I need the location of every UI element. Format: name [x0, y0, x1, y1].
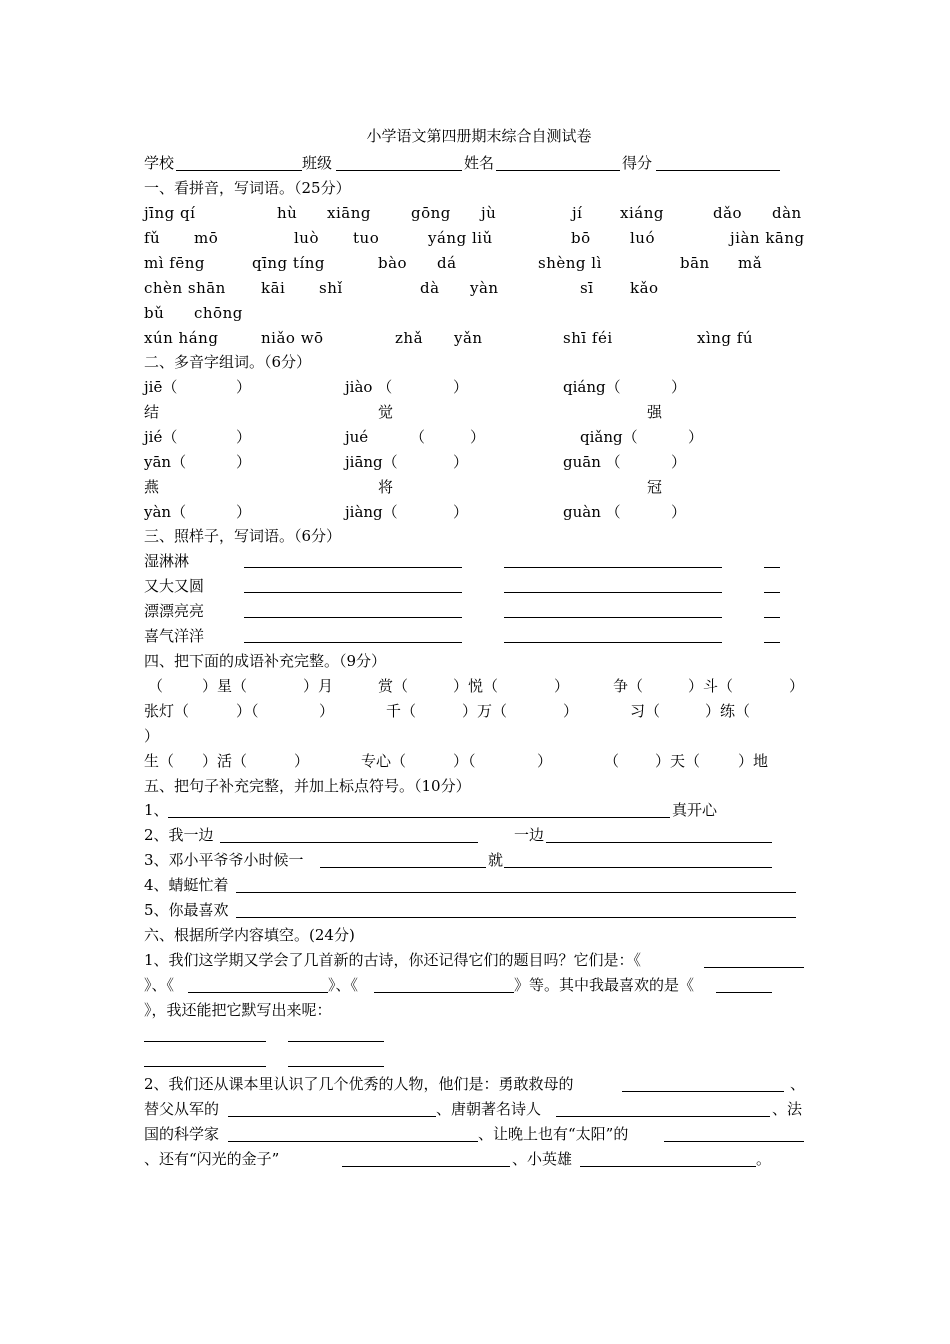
- example-word: 湿淋淋: [144, 552, 190, 570]
- pinyin-item: xún háng: [144, 329, 219, 347]
- question-text: 1、我们这学期又学会了几首新的古诗，你还记得它们的题目吗？它们是：《: [144, 951, 642, 969]
- sentence-line: [144, 873, 814, 897]
- pinyin-item: niǎo wō: [261, 329, 324, 347]
- polyphone-char: 结: [144, 403, 160, 421]
- paren-close: ）: [236, 503, 252, 521]
- idiom-part: 张灯（: [144, 702, 190, 720]
- question-text: 、唐朝著名诗人: [436, 1100, 542, 1118]
- paren-close: ）: [236, 378, 252, 396]
- pinyin-item: jù: [481, 204, 497, 222]
- question-text: 2、我们还从课本里认识了几个优秀的人物，他们是：勇敢救母的: [144, 1075, 574, 1093]
- answer-blank[interactable]: [504, 642, 722, 643]
- page-title: 小学语文第四册期末综合自测试卷: [366, 127, 592, 145]
- sentence-text: 一边: [514, 826, 545, 844]
- answer-blank[interactable]: [704, 950, 804, 968]
- answer-blank[interactable]: [716, 975, 772, 993]
- pinyin-item: bō: [571, 229, 591, 247]
- idiom-part: （: [148, 677, 164, 695]
- polyphone-pinyin: guān （: [563, 453, 621, 471]
- answer-blank[interactable]: [622, 1074, 784, 1092]
- question-text: 国的科学家: [144, 1125, 220, 1143]
- answer-blank[interactable]: [228, 1124, 478, 1142]
- answer-blank[interactable]: [504, 592, 722, 593]
- answer-blank[interactable]: [244, 617, 462, 618]
- question-text: 、: [790, 1075, 806, 1093]
- polyphone-pinyin: jiē（: [144, 378, 178, 396]
- idiom-part: 习（: [630, 702, 661, 720]
- polyphone-row: [144, 400, 814, 424]
- answer-blank[interactable]: [236, 900, 796, 918]
- polyphone-char: 冠: [647, 478, 663, 496]
- sentence-text: 2、我一边: [144, 826, 214, 844]
- sentence-line: [144, 848, 814, 872]
- pinyin-item: qīng tíng: [252, 254, 326, 272]
- answer-blank[interactable]: [236, 875, 796, 893]
- paren-close: ）: [236, 453, 252, 471]
- pinyin-item: kǎo: [630, 279, 659, 297]
- polyphone-char: 将: [378, 478, 394, 496]
- pinyin-row: [144, 276, 814, 300]
- idiom-part: ）万（: [462, 702, 508, 720]
- question-line: [144, 1147, 814, 1171]
- idiom-row: [144, 674, 814, 698]
- score-field[interactable]: [656, 153, 780, 171]
- poem-blank[interactable]: [144, 1066, 266, 1067]
- idiom-part: 千（: [386, 702, 417, 720]
- idiom-part: 生（: [144, 752, 175, 770]
- name-label: 姓名: [464, 154, 495, 172]
- pinyin-item: chōng: [194, 304, 243, 322]
- poem-blank[interactable]: [144, 1041, 266, 1042]
- question-text: 》、《: [144, 976, 175, 994]
- paren-close: ）: [671, 378, 687, 396]
- pinyin-item: jīng qí: [144, 204, 196, 222]
- paren-close: ）: [470, 428, 486, 446]
- idiom-part: ）（: [453, 752, 476, 770]
- answer-blank[interactable]: [764, 592, 780, 593]
- section-1-heading: 一、看拼音，写词语。（25分）: [144, 179, 351, 197]
- polyphone-row: [144, 375, 814, 399]
- example-word-row: [144, 574, 814, 598]
- idiom-part: 专心（: [361, 752, 407, 770]
- answer-blank[interactable]: [764, 642, 780, 643]
- idiom-part: ）星（: [202, 677, 248, 695]
- score-label: 得分: [622, 154, 653, 172]
- pinyin-item: yàn: [470, 279, 499, 297]
- paren-close: ）: [688, 428, 704, 446]
- sentence-text: 就: [488, 851, 504, 869]
- example-word: 又大又圆: [144, 577, 205, 595]
- idiom-part: ）活（: [202, 752, 248, 770]
- polyphone-pinyin: jiàng（: [345, 503, 398, 521]
- sentence-text: 真开心: [672, 801, 718, 819]
- question-text: 》，我还能把它默写出来呢：: [144, 1001, 332, 1019]
- pinyin-row: [144, 226, 814, 250]
- idiom-part: ）悦（: [453, 677, 499, 695]
- pinyin-item: mǎ: [738, 254, 763, 272]
- idiom-part: ）月: [303, 677, 334, 695]
- question-text: 》等。其中我最喜欢的是《: [514, 976, 695, 994]
- sentence-line: [144, 898, 814, 922]
- question-text: 。: [756, 1150, 772, 1168]
- answer-blank[interactable]: [504, 567, 722, 568]
- polyphone-pinyin: jué: [345, 428, 369, 446]
- idiom-part: ）: [554, 677, 570, 695]
- pinyin-item: fǔ: [144, 229, 161, 247]
- idiom-part: （: [604, 752, 620, 770]
- pinyin-item: mō: [194, 229, 219, 247]
- sentence-text: 4、蜻蜓忙着: [144, 876, 229, 894]
- question-text: 、还有“闪光的金子”: [144, 1150, 280, 1168]
- pinyin-item: dà: [420, 279, 440, 297]
- idiom-part: ）（: [236, 702, 259, 720]
- answer-blank[interactable]: [244, 642, 462, 643]
- question-line: [144, 973, 814, 997]
- idiom-part: 争（: [613, 677, 644, 695]
- section-2-heading: 二、多音字组词。（6分）: [144, 353, 312, 371]
- answer-blank[interactable]: [220, 825, 478, 843]
- question-text: 、法: [772, 1100, 803, 1118]
- pinyin-item: yǎn: [454, 329, 483, 347]
- pinyin-item: dá: [437, 254, 457, 272]
- answer-blank[interactable]: [168, 800, 670, 818]
- pinyin-item: luó: [630, 229, 655, 247]
- school-label: 学校: [144, 154, 175, 172]
- answer-blank[interactable]: [764, 617, 780, 618]
- pinyin-item: bǔ: [144, 304, 165, 322]
- pinyin-row: [144, 201, 814, 225]
- pinyin-item: xiāng: [327, 204, 371, 222]
- idiom-part: ）地: [738, 752, 769, 770]
- idiom-part: ）: [294, 752, 310, 770]
- polyphone-pinyin: jiāng（: [345, 453, 398, 471]
- idiom-part: ）: [144, 727, 160, 745]
- polyphone-pinyin: qiǎng（: [580, 428, 638, 446]
- polyphone-char: 觉: [378, 403, 394, 421]
- class-field[interactable]: [336, 153, 462, 171]
- pinyin-item: xiáng: [620, 204, 664, 222]
- pinyin-item: kāi: [261, 279, 286, 297]
- polyphone-pinyin: jiào （: [345, 378, 393, 396]
- answer-blank[interactable]: [764, 567, 780, 568]
- paren-close: ）: [236, 428, 252, 446]
- pinyin-row: [144, 251, 814, 275]
- paren-close: ）: [671, 503, 687, 521]
- pinyin-item: sī: [580, 279, 594, 297]
- polyphone-char: 强: [647, 403, 663, 421]
- polyphone-pinyin: qiáng（: [563, 378, 621, 396]
- question-line: [144, 1072, 814, 1096]
- example-word: 漂漂亮亮: [144, 602, 205, 620]
- pinyin-item: shèng lì: [538, 254, 602, 272]
- section-3-heading: 三、照样子，写词语。（6分）: [144, 527, 342, 545]
- answer-blank[interactable]: [580, 1149, 756, 1167]
- answer-blank[interactable]: [342, 1149, 510, 1167]
- polyphone-pinyin: guàn （: [563, 503, 621, 521]
- poem-blank[interactable]: [288, 1066, 384, 1067]
- answer-blank[interactable]: [374, 975, 514, 993]
- sentence-line: [144, 823, 814, 847]
- pinyin-item: xìng fú: [697, 329, 753, 347]
- question-text: 、让晚上也有“太阳”的: [478, 1125, 629, 1143]
- paren-close: ）: [453, 453, 469, 471]
- question-text: 替父从军的: [144, 1100, 220, 1118]
- paren-close: ）: [453, 503, 469, 521]
- answer-blank[interactable]: [504, 850, 772, 868]
- idiom-part: ）: [789, 677, 805, 695]
- idiom-part: ）: [537, 752, 553, 770]
- idiom-part: ）斗（: [688, 677, 734, 695]
- pinyin-row: [144, 326, 814, 350]
- answer-blank[interactable]: [244, 567, 462, 568]
- class-label: 班级: [302, 154, 333, 172]
- polyphone-row: [144, 475, 814, 499]
- answer-blank[interactable]: [244, 592, 462, 593]
- answer-blank[interactable]: [664, 1124, 804, 1142]
- pinyin-item: dàn: [772, 204, 802, 222]
- answer-blank[interactable]: [556, 1099, 770, 1117]
- pinyin-row: [144, 301, 814, 325]
- polyphone-row: [144, 425, 814, 449]
- idiom-row: [144, 724, 814, 748]
- idiom-row: [144, 699, 814, 723]
- sentence-text: 5、你最喜欢: [144, 901, 229, 919]
- idiom-part: ）: [319, 702, 335, 720]
- pinyin-item: shǐ: [319, 279, 343, 297]
- pinyin-item: bào: [378, 254, 408, 272]
- pinyin-item: gōng: [411, 204, 451, 222]
- poem-blank[interactable]: [288, 1041, 384, 1042]
- sentence-text: 3、邓小平爷爷小时候一: [144, 851, 304, 869]
- example-word: 喜气洋洋: [144, 627, 205, 645]
- pinyin-item: yáng liǔ: [428, 229, 493, 247]
- polyphone-row: [144, 500, 814, 524]
- sentence-line: [144, 798, 814, 822]
- pinyin-item: bān: [680, 254, 710, 272]
- section-4-heading: 四、把下面的成语补充完整。（9分）: [144, 652, 387, 670]
- example-word-row: [144, 549, 814, 573]
- polyphone-pinyin: jié（: [144, 428, 178, 446]
- polyphone-char: 燕: [144, 478, 160, 496]
- section-6-heading: 六、根据所学内容填空。(24分): [144, 926, 355, 944]
- polyphone-pinyin: yān（: [144, 453, 187, 471]
- answer-blank[interactable]: [546, 825, 772, 843]
- pinyin-item: hù: [277, 204, 298, 222]
- paren-open: （: [410, 428, 426, 446]
- section-5-heading: 五、把句子补充完整，并加上标点符号。（10分）: [144, 777, 471, 795]
- paren-close: ）: [453, 378, 469, 396]
- question-line: [144, 1122, 814, 1146]
- pinyin-item: luò: [294, 229, 319, 247]
- student-info-line: [144, 151, 814, 175]
- pinyin-item: mì fēng: [144, 254, 205, 272]
- pinyin-item: jiàn kāng: [730, 229, 805, 247]
- pinyin-item: tuo: [353, 229, 380, 247]
- example-word-row: [144, 599, 814, 623]
- idiom-part: ）: [563, 702, 579, 720]
- question-line: [144, 948, 814, 972]
- pinyin-item: zhǎ: [395, 329, 424, 347]
- polyphone-pinyin: yàn（: [144, 503, 187, 521]
- idiom-part: ）练（: [705, 702, 751, 720]
- pinyin-item: dǎo: [713, 204, 743, 222]
- question-text: 、小英雄: [512, 1150, 573, 1168]
- pinyin-item: shī féi: [563, 329, 613, 347]
- answer-blank[interactable]: [228, 1099, 436, 1117]
- pinyin-item: jí: [572, 204, 583, 222]
- school-field[interactable]: [176, 153, 302, 171]
- idiom-part: 赏（: [378, 677, 409, 695]
- idiom-part: ）天（: [655, 752, 701, 770]
- sentence-number: 1、: [144, 801, 169, 819]
- idiom-row: [144, 749, 814, 773]
- name-field[interactable]: [496, 153, 620, 171]
- answer-blank[interactable]: [320, 850, 486, 868]
- question-text: 》、《: [328, 976, 359, 994]
- answer-blank[interactable]: [504, 617, 722, 618]
- polyphone-row: [144, 450, 814, 474]
- answer-blank[interactable]: [188, 975, 328, 993]
- example-word-row: [144, 624, 814, 648]
- question-line: [144, 1097, 814, 1121]
- paren-close: ）: [671, 453, 687, 471]
- pinyin-item: chèn shān: [144, 279, 226, 297]
